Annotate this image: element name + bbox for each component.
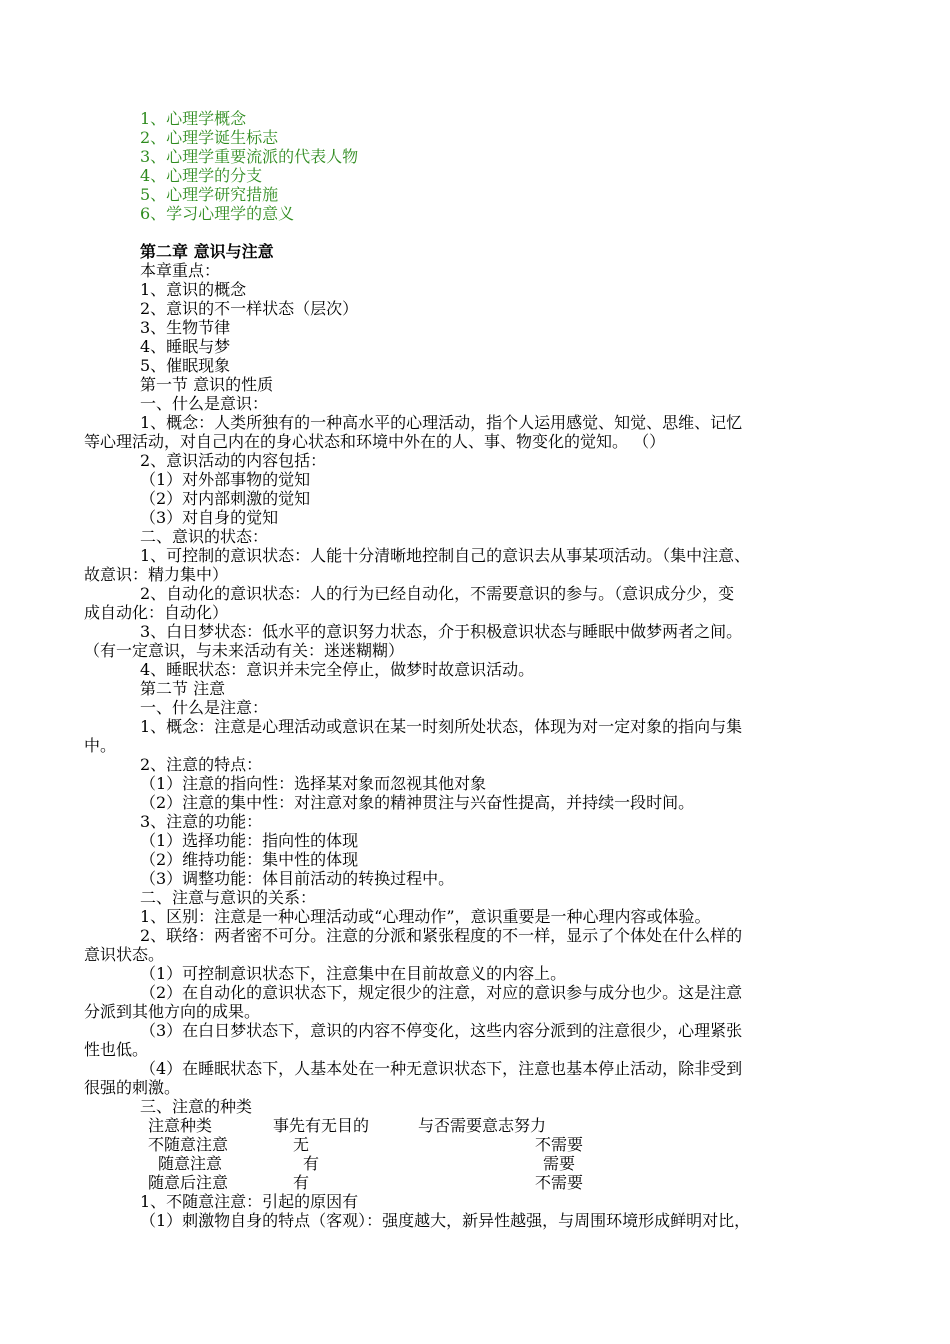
paragraph-line: （1）可控制意识状态下，注意集中在目前故意义的内容上。 — [140, 964, 567, 983]
key-point-item: 1、意识的概念 — [140, 280, 247, 299]
table-cell: 需要 — [543, 1154, 576, 1173]
paragraph-line: 故意识：精力集中） — [84, 565, 229, 584]
paragraph-line: 等心理活动，对自己内在的身心状态和环境中外在的人、事、物变化的觉知。 （） — [84, 432, 666, 451]
subheading: 2、意识活动的内容包括： — [140, 451, 327, 470]
table-cell: 无 — [293, 1135, 310, 1154]
key-point-item: 5、催眠现象 — [140, 356, 231, 375]
table-header: 事先有无目的 — [273, 1116, 370, 1135]
paragraph-line: （4）在睡眠状态下，人基本处在一种无意识状态下，注意也基本停止活动，除非受到 — [140, 1059, 743, 1078]
paragraph-line: 中。 — [84, 736, 117, 755]
subheading: 三、注意的种类 — [140, 1097, 253, 1116]
paragraph-line: 1、区别：注意是一种心理活动或“心理动作”，意识重要是一种心理内容或体验。 — [140, 907, 711, 926]
table-header: 与否需要意志努力 — [418, 1116, 547, 1135]
subheading: 二、注意与意识的关系： — [140, 888, 317, 907]
paragraph-line: 成自动化：自动化） — [84, 603, 229, 622]
subheading: 一、什么是注意： — [140, 698, 269, 717]
key-point-item: 4、睡眠与梦 — [140, 337, 231, 356]
paragraph-line: 意识状态。 — [84, 945, 165, 964]
table-cell: 不需要 — [535, 1135, 584, 1154]
list-item: （2）注意的集中性：对注意对象的精神贯注与兴奋性提高，并持续一段时间。 — [140, 793, 695, 812]
paragraph-line: （1）刺激物自身的特点（客观）：强度越大，新异性越强，与周围环境形成鲜明对比， — [140, 1211, 751, 1230]
paragraph-line: （2）在自动化的意识状态下，规定很少的注意，对应的意识参与成分也少。这是注意 — [140, 983, 743, 1002]
list-item: （3）调整功能：体目前活动的转换过程中。 — [140, 869, 455, 888]
table-cell: 随意注意 — [158, 1154, 223, 1173]
subheading: 2、注意的特点： — [140, 755, 263, 774]
paragraph-line: 性也低。 — [84, 1040, 149, 1059]
paragraph-line: 2、自动化的意识状态：人的行为已经自动化，不需要意识的参与。（意识成分少，变 — [140, 584, 735, 603]
table-cell: 有 — [293, 1173, 310, 1192]
list-item: （3）对自身的觉知 — [140, 508, 279, 527]
list-item: （1）注意的指向性：选择某对象而忽视其他对象 — [140, 774, 487, 793]
list-item: （2）对内部刺激的觉知 — [140, 489, 311, 508]
topic-item: 1、心理学概念 — [140, 109, 247, 128]
paragraph-line: 1、可控制的意识状态：人能十分清晰地控制自己的意识去从事某项活动。（集中注意、 — [140, 546, 751, 565]
table-cell: 不需要 — [535, 1173, 584, 1192]
paragraph-line: 3、白日梦状态：低水平的意识努力状态，介于积极意识状态与睡眠中做梦两者之间。 — [140, 622, 743, 641]
section-title: 第二节 注意 — [140, 679, 226, 698]
paragraph-line: 很强的刺激。 — [84, 1078, 181, 1097]
topic-item: 4、心理学的分支 — [140, 166, 263, 185]
paragraph-line: 分派到其他方向的成果。 — [84, 1002, 261, 1021]
table-header: 注意种类 — [148, 1116, 213, 1135]
section-title: 第一节 意识的性质 — [140, 375, 274, 394]
list-item: （2）维持功能：集中性的体现 — [140, 850, 359, 869]
paragraph-line: （3）在白日梦状态下，意识的内容不停变化，这些内容分派到的注意很少，心理紧张 — [140, 1021, 743, 1040]
key-points-heading: 本章重点： — [140, 261, 221, 280]
subheading: 二、意识的状态： — [140, 527, 269, 546]
list-item: （1）对外部事物的觉知 — [140, 470, 311, 489]
paragraph-line: （有一定意识，与未来活动有关：迷迷糊糊） — [84, 641, 405, 660]
topic-item: 6、学习心理学的意义 — [140, 204, 295, 223]
topic-item: 5、心理学研究措施 — [140, 185, 279, 204]
paragraph-line: 2、联络：两者密不可分。注意的分派和紧张程度的不一样，显示了个体处在什么样的 — [140, 926, 743, 945]
topic-item: 2、心理学诞生标志 — [140, 128, 279, 147]
subheading: 3、注意的功能： — [140, 812, 263, 831]
paragraph-line: 1、不随意注意：引起的原因有 — [140, 1192, 359, 1211]
chapter-title: 第二章 意识与注意 — [140, 242, 274, 261]
key-point-item: 3、生物节律 — [140, 318, 231, 337]
key-point-item: 2、意识的不一样状态（层次） — [140, 299, 359, 318]
topic-item: 3、心理学重要流派的代表人物 — [140, 147, 359, 166]
table-cell: 不随意注意 — [148, 1135, 229, 1154]
table-cell: 有 — [303, 1154, 320, 1173]
subheading: 一、什么是意识： — [140, 394, 269, 413]
paragraph-line: 4、睡眠状态：意识并未完全停止，做梦时故意识活动。 — [140, 660, 535, 679]
paragraph-line: 1、概念：人类所独有的一种高水平的心理活动，指个人运用感觉、知觉、思维、记忆 — [140, 413, 743, 432]
table-cell: 随意后注意 — [148, 1173, 229, 1192]
list-item: （1）选择功能：指向性的体现 — [140, 831, 359, 850]
paragraph-line: 1、概念：注意是心理活动或意识在某一时刻所处状态，体现为对一定对象的指向与集 — [140, 717, 743, 736]
